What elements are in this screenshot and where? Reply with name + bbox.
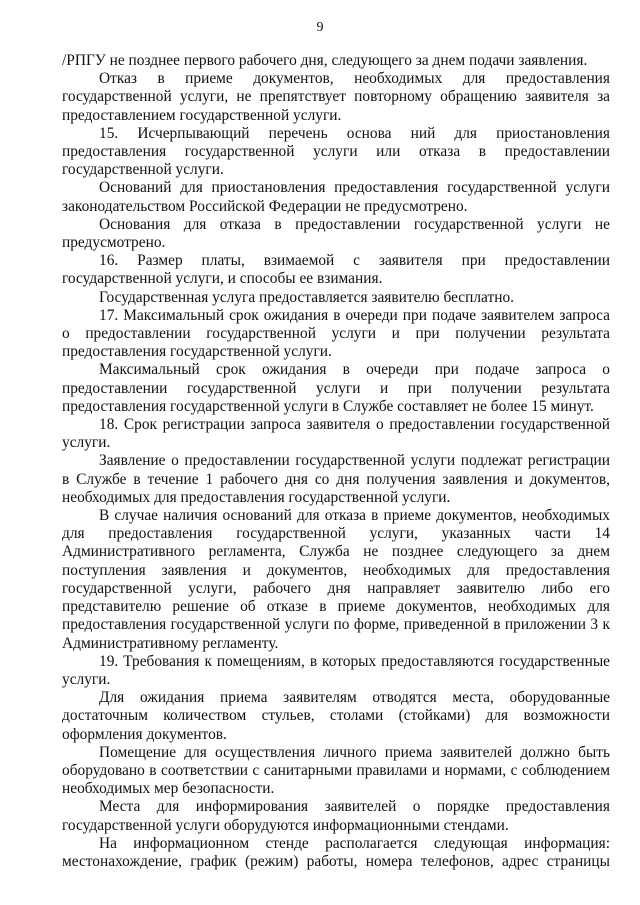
paragraph: Государственная услуга предоставляется заявителю бесплатно. — [99, 288, 514, 306]
paragraph: Заявление о предоставлении государственной услуги подлежат регистрации в Службе в течение 1 рабочего дня со дня получения заявления и документов, необходимых для предоставления государственной услуги. — [62, 452, 610, 506]
section-heading: 16. Размер платы, взимаемой с заявителя при предоставлении государственной услуги, и способы ее взимания. — [62, 252, 610, 288]
paragraph: Места для информирования заявителей о порядке предоставления государственной услуги оборудуются информационными стендами. — [62, 798, 610, 834]
paragraph: Для ожидания приема заявителям отводятся места, оборудованные достаточным количеством стульев, столами (стойками) для возможности оформления документов. — [62, 689, 610, 743]
paragraph: На информационном стенде располагается следующая информация: местонахождение, график (режим) работы, номера телефонов, адрес страницы — [62, 834, 610, 870]
paragraph: Основания для отказа в предоставлении государственной услуги не предусмотрено. — [62, 215, 610, 252]
paragraph: Максимальный срок ожидания в очереди при подаче запроса о предоставлении государственной услуги и при получении результата предоставления государственной услуги в Службе составляет не более 15 минут. — [62, 361, 610, 415]
paragraph: /РПГУ не позднее первого рабочего дня, следующего за днем подачи заявления. — [62, 52, 588, 69]
paragraph: Помещение для осуществления личного приема заявителей должно быть оборудовано в соответствии с санитарными правилами и нормами, с соблюдением необходимых мер безопасности. — [62, 743, 610, 798]
section-heading: 19. Требования к помещениям, в которых предоставляются государственные услуги. — [62, 652, 610, 688]
section-heading: 18. Срок регистрации запроса заявителя о предоставлении государственной услуги. — [62, 416, 610, 452]
section-heading: 15. Исчерпывающий перечень основа ний для приостановления предоставления государственной услуги или отказа в предоставлении государственной услуги. — [62, 124, 610, 179]
paragraph: В случае наличия оснований для отказа в приеме документов, необходимых для предоставления государственной услуги, указанных части 14 Административного регламента, Служба не позднее следующего за днем поступления заявления и документов, необходимых для предоставления государственной услуги, рабочего дня направляет заявителю либо его представителю решение об отказе в приеме документов, необходимых для предоставления государственной услуги по форме, приведенной в приложении 3 к Административному регламенту. — [62, 507, 610, 652]
page-number: 9 — [316, 20, 324, 35]
document-body — [62, 52, 610, 871]
section-heading: 17. Максимальный срок ожидания в очереди при подаче заявителем запроса о предоставлении государственной услуги и при получении результата предоставления государственной услуги. — [62, 306, 610, 361]
paragraph: Оснований для приостановления предоставления государственной услуги законодательством Российской Федерации не предусмотрено. — [62, 179, 610, 215]
paragraph: Отказ в приеме документов, необходимых для предоставления государственной услуги, не препятствует повторному обращению заявителя за предоставлением государственной услуги. — [62, 70, 610, 124]
